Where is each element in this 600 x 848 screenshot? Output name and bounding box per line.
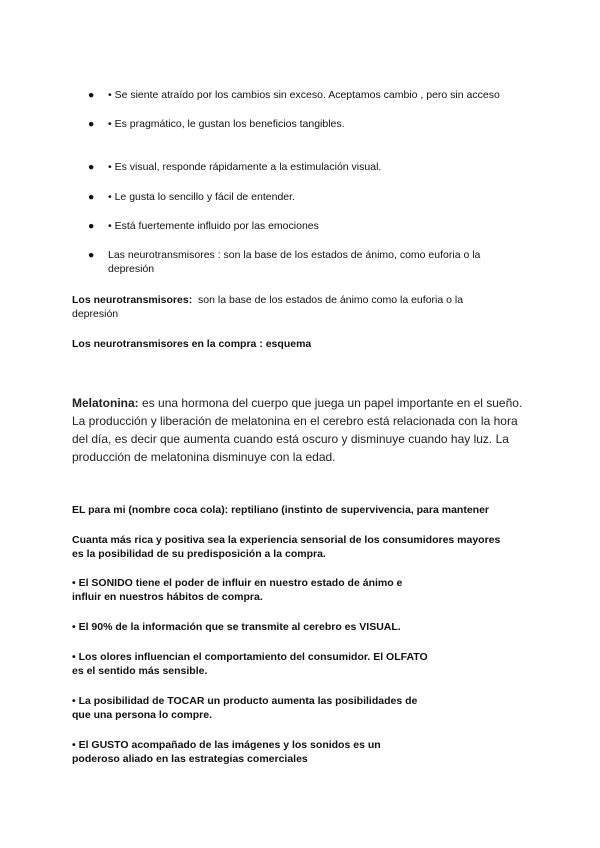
melatonina-paragraph: [72, 394, 522, 466]
list-item-text: depresión: [108, 263, 155, 275]
list-item-text: • Es visual, responde rápidamente a la estimulación visual.: [108, 161, 382, 173]
bullet-marker: ●: [88, 220, 95, 232]
list-item-text: Las neurotransmisores : son la base de los estados de ánimo, como euforia o la: [108, 249, 481, 261]
experiencia-paragraph: Cuanta más rica y positiva sea la experiencia sensorial de los consumidores mayores: [72, 534, 501, 546]
list-item-text: • Le gusta lo sencillo y fácil de entender.: [108, 191, 295, 203]
bullet-marker: ●: [88, 161, 95, 173]
neuro-paragraph-line2: depresión: [72, 308, 119, 320]
bullet-marker: ●: [88, 89, 95, 101]
sonido-paragraph: • El SONIDO tiene el poder de influir en nuestro estado de ánimo e: [72, 577, 403, 589]
neuro-label: Los neurotransmisores:: [72, 294, 193, 306]
neuro-paragraph: [72, 293, 463, 307]
olfato-paragraph-line2: es el sentido más sensible.: [72, 665, 208, 677]
neuro-compra-heading: Los neurotransmisores en la compra : esquema: [72, 338, 312, 350]
list-item-text: • Se siente atraído por los cambios sin exceso. Aceptamos cambio , pero sin acceso: [108, 89, 500, 101]
sonido-paragraph-line2: influir en nuestros hábitos de compra.: [72, 591, 263, 603]
visual-paragraph: • El 90% de la información que se transmite al cerebro es VISUAL.: [72, 621, 401, 633]
gusto-paragraph-line2: poderoso aliado en las estrategias comerciales: [72, 753, 308, 765]
melatonina-label: Melatonina:: [72, 396, 139, 410]
melatonina-line: producción de melatonina disminuye con la edad.: [72, 450, 336, 464]
tocar-paragraph: • La posibilidad de TOCAR un producto aumenta las posibilidades de: [72, 695, 418, 707]
melatonina-text: es una hormona del cuerpo que juega un papel importante en el sueño.: [142, 396, 523, 410]
melatonina-line: La producción y liberación de melatonina en el cerebro está relacionada con la hora: [72, 414, 518, 428]
list-item-text: • Está fuertemente influido por las emociones: [108, 220, 319, 232]
olfato-paragraph: • Los olores influencian el comportamiento del consumidor. El OLFATO: [72, 651, 428, 663]
bullet-marker: ●: [88, 191, 95, 203]
experiencia-paragraph-line2: es la posibilidad de su predisposición a la compra.: [72, 548, 326, 560]
neuro-text: son la base de los estados de ánimo como la euforia o la: [198, 294, 464, 306]
bullet-marker: ●: [88, 118, 95, 130]
gusto-paragraph: • El GUSTO acompañado de las imágenes y los sonidos es un: [72, 739, 381, 751]
bullet-marker: ●: [88, 249, 95, 261]
melatonina-line: del día, es decir que aumenta cuando está oscuro y disminuye cuando hay luz. La: [72, 432, 509, 446]
reptiliano-paragraph: EL para mi (nombre coca cola): reptiliano (instinto de supervivencia, para mantener: [72, 504, 490, 516]
list-item-text: • Es pragmático, le gustan los beneficios tangibles.: [108, 118, 345, 130]
tocar-paragraph-line2: que una persona lo compre.: [72, 709, 213, 721]
